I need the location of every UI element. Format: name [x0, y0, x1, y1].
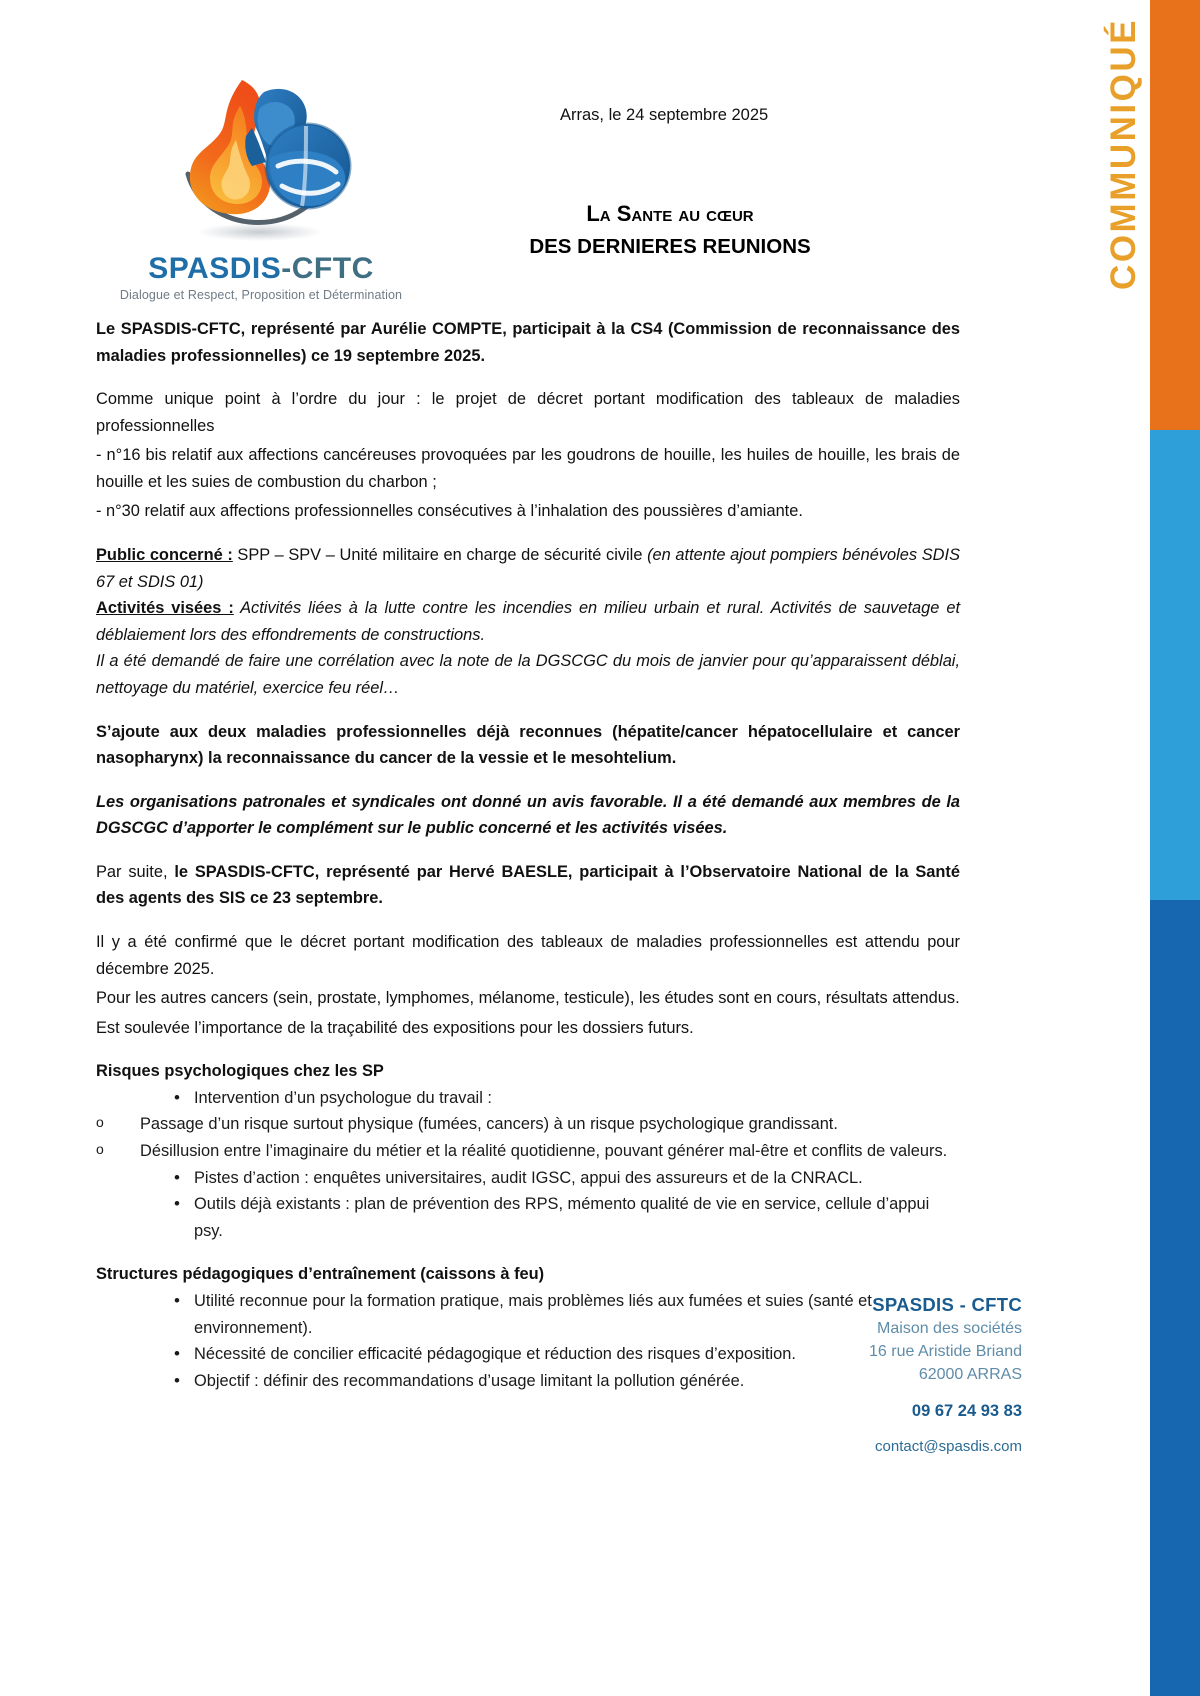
contact-organization-name: SPASDIS - CFTC [872, 1294, 1022, 1315]
contact-address-line-1: Maison des sociétés [877, 1320, 1022, 1338]
public-concerne-note: (en attente ajout pompiers bénévoles SDIS 67 et SDIS 01) [96, 546, 960, 591]
color-band-column [1150, 0, 1200, 1696]
list-item [96, 1191, 960, 1244]
organization-logo [96, 62, 426, 302]
document-date: Arras, le 24 septembre 2025 [560, 106, 769, 124]
list-item-label: Intervention d’un psychologue du travail : [194, 1088, 492, 1107]
bullet-icon: • [174, 1194, 180, 1214]
agenda-paragraph: Comme unique point à l’ordre du jour : le projet de décret portant modification des tableaux de maladies professionnelles [96, 390, 960, 435]
ajout-maladies-paragraph: S’ajoute aux deux maladies professionnelles déjà reconnues (hépatite/cancer hépatocellulaire et cancer nasopharynx) la reconnaissance du cancer de la vessie et le mesohtelium. [96, 722, 960, 768]
list-item [96, 1111, 960, 1138]
page-title-line-1: La Sante au cœur [586, 201, 754, 226]
activites-visees-text: Activités liées à la lutte contre les incendies en milieu urbain et rural. Activités de sauvetage et déblaiement lors des effondrements de constructions. [96, 599, 960, 644]
par-suite-paragraph [96, 859, 960, 912]
tableau-16bis-item: - n°16 bis relatif aux affections cancéreuses provoquées par les goudrons de houille, les huiles de houille, les brais de houille et les suies de combustion du charbon ; [96, 446, 960, 491]
page-title-line-2: DES DERNIERES REUNIONS [529, 235, 811, 259]
color-band-mid-blue [1150, 900, 1200, 1696]
list-item-label: Objectif : définir des recommandations d’usage limitant la pollution générée. [194, 1371, 745, 1390]
logo-name-primary: SPASDIS [148, 252, 282, 285]
list-item [96, 1165, 960, 1192]
right-sidebar [1032, 0, 1200, 1696]
contact-block [822, 1292, 1022, 1457]
list-item-label: Passage d’un risque surtout physique (fumées, cancers) à un risque psychologique grandissant. [140, 1115, 838, 1134]
contact-address-line-3: 62000 ARRAS [918, 1365, 1022, 1383]
list-item-label: Pistes d’action : enquêtes universitaires, audit IGSC, appui des assureurs et de la CNRACL. [194, 1168, 863, 1187]
bullet-icon: • [174, 1087, 180, 1107]
bullet-icon: • [174, 1290, 180, 1310]
document-body [0, 316, 1032, 1394]
list-item-label: Nécessité de concilier efficacité pédagogique et réduction des risques d’exposition. [194, 1345, 796, 1364]
contact-phone[interactable]: 09 67 24 93 83 [911, 1402, 1022, 1421]
communique-label-column [1032, 0, 1150, 1696]
color-band-light-blue [1150, 430, 1200, 900]
risques-sub-list [96, 1111, 960, 1164]
document-header [0, 0, 1032, 320]
contact-email[interactable]: contact@spasdis.com [875, 1437, 1022, 1455]
heading-risques-psychologiques: Risques psychologiques chez les SP [96, 1062, 384, 1081]
bullet-icon: • [174, 1370, 180, 1390]
flame-firefighter-logo-icon [156, 62, 366, 252]
logo-tagline: Dialogue et Respect, Proposition et Détermination [119, 288, 403, 302]
intro-paragraph: Le SPASDIS-CFTC, représenté par Aurélie COMPTE, participait à la CS4 (Commission de reconnaissance des maladies professionnelles) ce 19 septembre 2025. [96, 320, 960, 365]
public-concerne-text: SPP – SPV – Unité militaire en charge de sécurité civile [232, 546, 648, 565]
par-suite-prefix: Par suite, [96, 862, 175, 881]
circle-bullet-icon: o [96, 1141, 104, 1158]
decret-confirme-paragraph: Il y a été confirmé que le décret portant modification des tableaux de maladies professionnelles est attendu pour décembre 2025. [96, 932, 960, 978]
circle-bullet-icon: o [96, 1114, 104, 1131]
communique-vertical-label: COMMUNIQUÉ [1104, 18, 1143, 290]
activites-visees-label: Activités visées : [96, 599, 234, 618]
list-item [96, 1138, 960, 1165]
tracabilite-paragraph: Est soulevée l’importance de la traçabilité des expositions pour les dossiers futurs. [96, 1018, 694, 1037]
activites-visees-paragraph [96, 595, 960, 648]
contact-address-line-2: 16 rue Aristide Briand [869, 1342, 1022, 1360]
list-item-label: Utilité reconnue pour la formation pratique, mais problèmes liés aux fumées et suies (santé et environnement). [194, 1291, 872, 1337]
par-suite-bold: le SPASDIS-CFTC, représenté par Hervé BAESLE, participait à l’Observatoire National de la Santé des agents des SIS ce 23 septembre. [96, 862, 960, 908]
list-item-label: Désillusion entre l’imaginaire du métier et la réalité quotidienne, pouvant générer mal-être et conflits de valeurs. [140, 1142, 948, 1161]
list-item [96, 1085, 960, 1112]
list-item-label: Outils déjà existants : plan de prévention des RPS, mémento qualité de vie en service, cellule d’appui psy. [194, 1195, 930, 1240]
risques-actions-list [96, 1165, 960, 1245]
heading-structures-pedagogiques: Structures pédagogiques d’entraînement (caissons à feu) [96, 1265, 545, 1284]
tableau-30-item: - n°30 relatif aux affections professionnelles consécutives à l’inhalation des poussières d’amiante. [96, 502, 803, 521]
autres-cancers-paragraph: Pour les autres cancers (sein, prostate, lymphomes, mélanome, testicule), les études sont en cours, résultats attendus. [96, 989, 960, 1008]
bullet-icon: • [174, 1344, 180, 1364]
avis-favorable-paragraph: Les organisations patronales et syndicales ont donné un avis favorable. Il a été demandé aux membres de la DGSCGC d’apporter le complément sur le public concerné et les activités visées. [96, 792, 960, 838]
bullet-icon: • [174, 1167, 180, 1187]
logo-name-separator: - [281, 252, 292, 285]
correlation-paragraph: Il a été demandé de faire une corrélation avec la note de la DGSCGC du mois de janvier pour qu’apparaissent déblai, nettoyage du matériel, exercice feu réel… [96, 652, 960, 697]
logo-name-secondary: CFTC [291, 252, 374, 285]
color-band-orange [1150, 0, 1200, 430]
public-concerne-paragraph [96, 542, 960, 595]
document-title [420, 196, 920, 264]
risques-bullet-list [96, 1085, 960, 1112]
public-concerne-label: Public concerné : [96, 546, 233, 565]
logo-wordmark [96, 254, 426, 284]
